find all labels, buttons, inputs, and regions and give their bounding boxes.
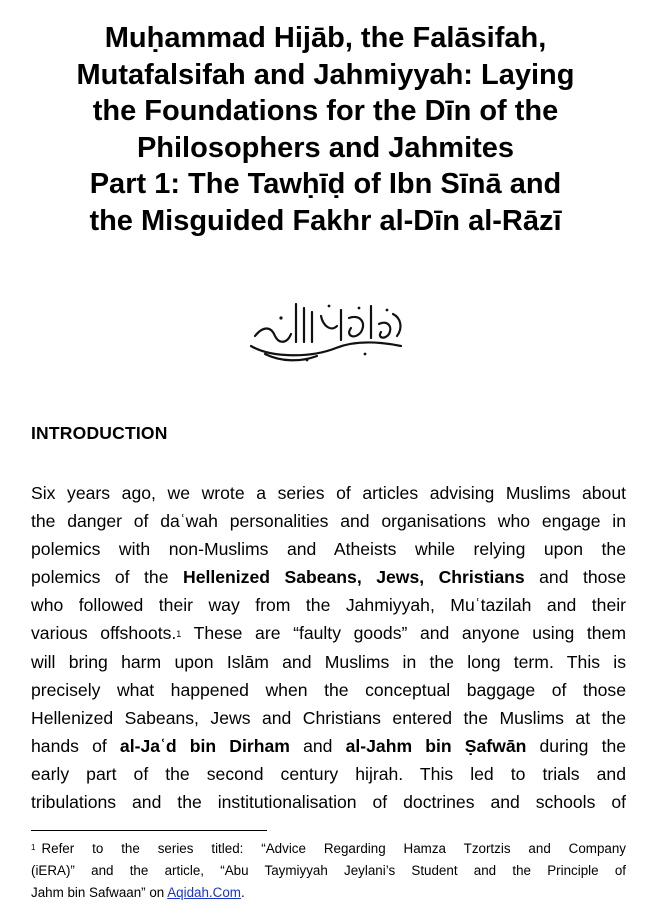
footnote-divider	[31, 830, 267, 831]
body-text: and	[303, 735, 333, 756]
body-paragraph	[31, 479, 626, 816]
body-text: These are “faulty goods” and anyone using them	[181, 623, 626, 644]
footnote-line	[31, 838, 626, 860]
footnote	[31, 838, 626, 904]
body-line	[31, 563, 626, 591]
body-line: Six years ago, we wrote a series of articles advising Muslims about	[31, 483, 626, 503]
body-line: early part of the second century hijrah. This led to trials and	[31, 763, 626, 784]
body-line: will bring harm upon Islām and Muslims in the long term. This is	[31, 651, 626, 672]
footnote-text: Refer to the series titled: “Advice Regarding Hamza Tzortzis and Company	[41, 841, 626, 856]
bold-term: al-Jahm bin Ṣafwān	[345, 735, 527, 756]
footnote-line	[31, 882, 626, 904]
bold-term: al-Jaʿd bin Dirham	[119, 735, 290, 756]
body-text: and those	[539, 567, 626, 588]
footnote-text: Jahm bin Safwaan” on	[31, 885, 168, 900]
title-line: Mutafalsifah and Jahmiyyah: Laying	[76, 58, 575, 91]
bold-term: Hellenized Sabeans, Jews, Christians	[182, 567, 525, 588]
body-text: polemics of the	[31, 567, 169, 588]
basmalah-calligraphy-icon	[241, 296, 411, 368]
body-line	[31, 732, 626, 760]
body-line: who followed their way from the Jahmiyyah, Muʿtazilah and their	[31, 595, 626, 616]
body-text: various offshoots.	[31, 623, 177, 644]
footnote-number: 1	[31, 843, 36, 852]
body-text: hands of	[31, 735, 107, 756]
body-line: the danger of daʿwah personalities and organisations who engage in	[31, 511, 626, 532]
body-line: polemics with non-Muslims and Atheists while relying upon the	[31, 539, 626, 560]
aqidah-link[interactable]: Aqidah.Com	[167, 885, 241, 900]
body-line: precisely what happened when the conceptual baggage of those	[31, 679, 626, 700]
title-line: the Foundations for the Dīn of the	[92, 95, 559, 127]
footnote-text: .	[240, 885, 245, 900]
title-line: Part 1: The Tawḥīḍ of Ibn Sīnā and	[89, 168, 562, 200]
title-line: the Misguided Fakhr al-Dīn al-Rāzī	[89, 204, 562, 237]
section-heading: INTRODUCTION	[31, 423, 168, 443]
title-line: Muḥammad Hijāb, the Falāsifah,	[104, 22, 547, 54]
footnote-line: (iERA)” and the article, “Abu Taymiyyah Jeylani’s Student and the Principle of	[31, 863, 626, 878]
body-text: during the	[539, 735, 627, 756]
footnote-ref[interactable]: 1	[176, 629, 182, 640]
page-title	[20, 20, 631, 239]
title-line: Philosophers and Jahmites	[136, 131, 515, 164]
body-line: Hellenized Sabeans, Jews and Christians entered the Muslims at the	[31, 707, 626, 728]
body-line: tribulations and the institutionalisation of doctrines and schools of	[31, 792, 626, 813]
body-line	[31, 619, 626, 647]
